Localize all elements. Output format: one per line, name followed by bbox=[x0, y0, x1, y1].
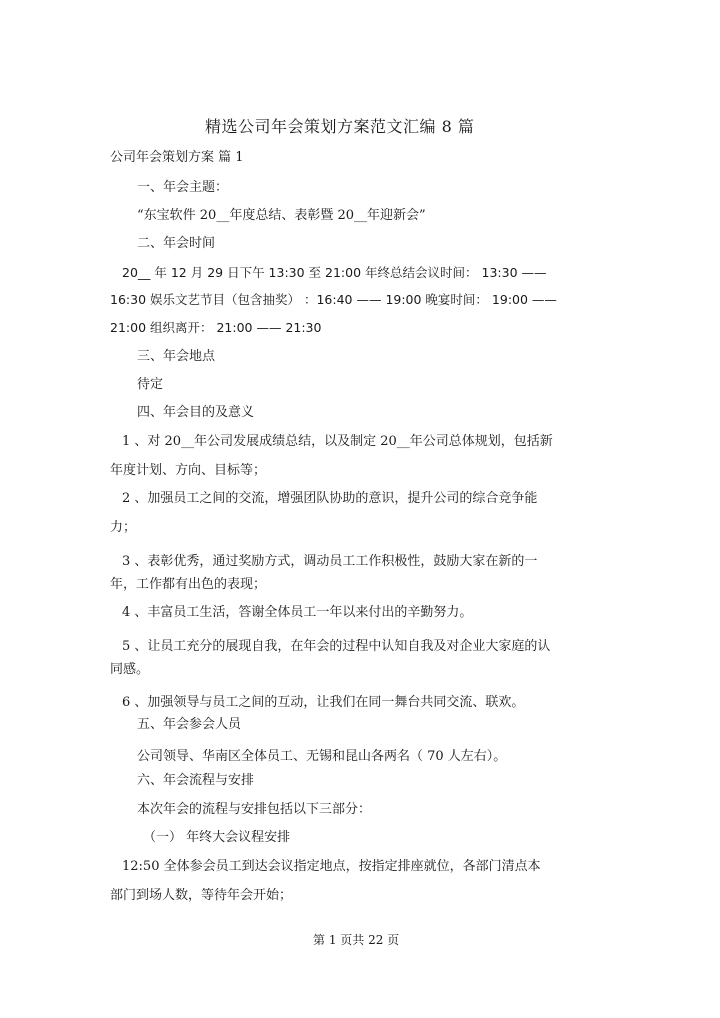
text-line: 年度计划、方向、目标等； bbox=[110, 463, 267, 478]
text-line: 2 、加强员工之间的交流，增强团队协助的意识，提升公司的综合竞争能 bbox=[122, 491, 538, 506]
text-line: 同感。 bbox=[110, 662, 150, 677]
text-line: 6 、加强领导与员工之间的互动，让我们在同一舞台共同交流、联欢。 bbox=[122, 695, 525, 710]
text-line: 5 、让员工充分的展现自我，在年会的过程中认知自我及对企业大家庭的认 bbox=[122, 639, 551, 654]
text-line: （一） 年终大会议程安排 bbox=[143, 830, 291, 845]
text-line: 部门到场人数，等待年会开始； bbox=[110, 888, 293, 903]
text-line: 本次年会的流程与安排包括以下三部分： bbox=[137, 802, 372, 817]
text-line: 21:00 组织离开： 21:00 —— 21:30 bbox=[110, 320, 322, 335]
text-line: 五、年会参会人员 bbox=[137, 717, 242, 732]
text-line: 1 、对 20__年公司发展成绩总结，以及制定 20__年公司总体规划，包括新 bbox=[122, 434, 553, 449]
text-line: 公司领导、华南区全体员工、无锡和昆山各两名（ 70 人左右）。 bbox=[137, 749, 507, 764]
document-title: 精选公司年会策划方案范文汇编 8 篇 bbox=[205, 117, 475, 136]
text-line: 3 、表彰优秀，通过奖励方式，调动员工工作积极性，鼓励大家在新的一 bbox=[122, 554, 538, 569]
text-line: 待定 bbox=[137, 377, 164, 392]
text-line: 二、年会时间 bbox=[137, 236, 216, 251]
text-line: 20__ 年 12 月 29 日下午 13:30 至 21:00 年终总结会议时间： 13:30 —— bbox=[122, 265, 547, 280]
page-footer: 第 1 页共 22 页 bbox=[313, 933, 400, 947]
text-line: 年，工作都有出色的表现； bbox=[110, 577, 267, 592]
text-line: 一、年会主题： bbox=[137, 180, 229, 195]
text-line: 四、年会目的及意义 bbox=[137, 405, 255, 420]
text-line: 12:50 全体参会员工到达会议指定地点，按指定排座就位，各部门清点本 bbox=[122, 859, 541, 874]
text-line: 六、年会流程与安排 bbox=[137, 773, 255, 788]
text-line: 三、年会地点 bbox=[137, 349, 216, 364]
text-line: 4 、丰富员工生活，答谢全体员工一年以来付出的辛勤努力。 bbox=[122, 605, 473, 620]
text-line: “东宝软件 20__年度总结、表彰暨 20__年迎新会” bbox=[137, 208, 426, 223]
section-heading: 公司年会策划方案 篇 1 bbox=[110, 150, 244, 165]
text-line: 16:30 娱乐文艺节目（包含抽奖） ：16:40 —— 19:00 晚宴时间： 19:00 —— bbox=[110, 292, 557, 307]
text-line: 力； bbox=[110, 520, 137, 535]
